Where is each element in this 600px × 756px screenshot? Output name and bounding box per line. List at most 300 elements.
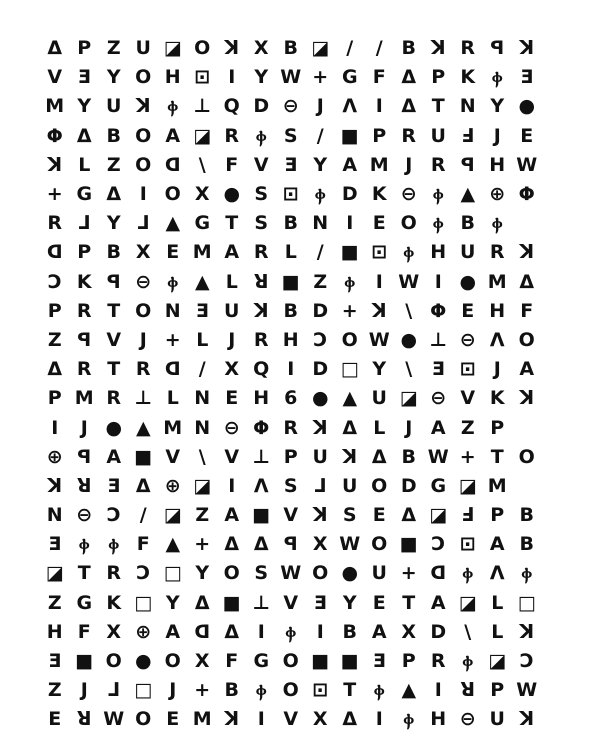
- cipher-symbol: Y: [342, 591, 357, 614]
- cipher-symbol: ●: [400, 328, 418, 351]
- cipher-symbol: Ǝ: [313, 591, 327, 614]
- cipher-symbol: Ǝ: [107, 474, 121, 497]
- cipher-symbol: Ǝ: [284, 153, 298, 176]
- cipher-symbol: Ↄ: [47, 270, 62, 293]
- cipher-symbol: T: [107, 299, 121, 322]
- cipher-symbol: ⊖: [76, 504, 93, 527]
- cipher-symbol: N: [194, 387, 211, 410]
- cipher-symbol: U: [135, 37, 151, 60]
- cipher-symbol: Δ: [519, 270, 535, 293]
- cipher-symbol: T: [225, 212, 239, 235]
- cipher-symbol: O: [282, 650, 299, 673]
- cipher-symbol: ■: [399, 533, 418, 556]
- cipher-symbol: ■: [340, 124, 359, 147]
- cipher-symbol: □: [517, 591, 536, 614]
- cipher-symbol: K: [460, 66, 476, 89]
- cipher-symbol: H: [46, 620, 63, 643]
- cipher-symbol: ●: [311, 387, 329, 410]
- cipher-symbol: ⊖: [135, 270, 152, 293]
- cipher-symbol: ▲: [135, 416, 151, 439]
- cipher-symbol: H: [282, 328, 299, 351]
- cipher-symbol: ⊕: [164, 474, 181, 497]
- cipher-symbol: L: [196, 328, 209, 351]
- cipher-symbol: ◪: [399, 387, 418, 410]
- cipher-symbol: O: [223, 562, 240, 585]
- cipher-symbol: W: [368, 328, 390, 351]
- cipher-symbol: G: [341, 66, 358, 89]
- cipher-symbol: O: [105, 650, 122, 673]
- cipher-symbol: X: [401, 620, 417, 643]
- cipher-symbol: M: [192, 708, 212, 731]
- cipher-symbol: [512, 413, 542, 442]
- cipher-symbol: I: [316, 620, 324, 643]
- cipher-symbol: K: [106, 591, 122, 614]
- cipher-symbol: ⊕: [46, 445, 63, 468]
- cipher-symbol: Z: [106, 37, 121, 60]
- cipher-symbol: E: [372, 504, 386, 527]
- cipher-symbol: Δ: [194, 591, 210, 614]
- cipher-symbol: T: [77, 562, 91, 585]
- cipher-symbol: N: [164, 299, 181, 322]
- cipher-symbol: Z: [47, 328, 62, 351]
- cipher-symbol: I: [287, 358, 295, 381]
- cipher-symbol: R: [253, 328, 269, 351]
- cipher-symbol: +: [312, 66, 329, 89]
- cipher-symbol: W: [339, 533, 361, 556]
- cipher-symbol: ⲫ: [403, 241, 414, 264]
- cipher-symbol: ꓘ: [135, 95, 151, 118]
- cipher-symbol: ⲫ: [462, 562, 473, 585]
- cipher-symbol: W: [280, 562, 302, 585]
- cipher-symbol: Φ: [253, 416, 270, 439]
- cipher-symbol: \: [198, 445, 206, 468]
- cipher-symbol: E: [372, 591, 386, 614]
- cipher-symbol: E: [225, 387, 239, 410]
- cipher-symbol: O: [312, 562, 329, 585]
- cipher-symbol: R: [283, 416, 299, 439]
- cipher-symbol: A: [224, 241, 240, 264]
- cipher-symbol: F: [77, 620, 91, 643]
- cipher-symbol: D: [400, 474, 417, 497]
- cipher-symbol: ⊥: [429, 328, 447, 351]
- cipher-symbol: I: [257, 708, 265, 731]
- cipher-symbol: +: [194, 679, 211, 702]
- cipher-symbol: ⅃: [137, 212, 150, 235]
- cipher-symbol: Ↄ: [519, 650, 534, 673]
- cipher-symbol: M: [163, 416, 183, 439]
- cipher-symbol: Λ: [253, 474, 269, 497]
- cipher-symbol: Δ: [342, 416, 358, 439]
- cipher-symbol: Δ: [47, 358, 63, 381]
- cipher-symbol: W: [398, 270, 420, 293]
- cipher-symbol: T: [490, 445, 504, 468]
- cipher-symbol: M: [487, 270, 507, 293]
- cipher-symbol: J: [139, 328, 147, 351]
- cipher-symbol: A: [342, 153, 358, 176]
- cipher-symbol: Y: [106, 66, 121, 89]
- cipher-symbol: B: [224, 679, 239, 702]
- cipher-symbol: D: [253, 95, 270, 118]
- cipher-symbol: +: [164, 328, 181, 351]
- cipher-symbol: Δ: [224, 533, 240, 556]
- cipher-symbol: ꓤ: [76, 708, 92, 731]
- cipher-symbol: ᗡ: [430, 562, 447, 585]
- cipher-symbol: Y: [165, 591, 180, 614]
- cipher-symbol: N: [194, 416, 211, 439]
- cipher-symbol: ▲: [165, 533, 181, 556]
- cipher-symbol: Δ: [401, 504, 417, 527]
- cipher-symbol: I: [257, 620, 265, 643]
- cipher-symbol: +: [194, 533, 211, 556]
- cipher-symbol: ●: [518, 95, 536, 118]
- cipher-symbol: ⊥: [252, 591, 270, 614]
- cipher-symbol: X: [312, 533, 328, 556]
- cipher-symbol: V: [106, 328, 122, 351]
- cipher-symbol: P: [47, 299, 62, 322]
- cipher-symbol: P: [372, 124, 387, 147]
- cipher-symbol: A: [165, 620, 181, 643]
- cipher-symbol: T: [402, 591, 416, 614]
- cipher-symbol: □: [134, 679, 153, 702]
- cipher-symbol: ◪: [193, 124, 212, 147]
- cipher-symbol: D: [430, 620, 447, 643]
- cipher-symbol: ⲫ: [462, 650, 473, 673]
- cipher-symbol: M: [487, 474, 507, 497]
- cipher-symbol: W: [427, 445, 449, 468]
- cipher-symbol: A: [430, 416, 446, 439]
- cipher-symbol: A: [519, 358, 535, 381]
- cipher-symbol: M: [192, 241, 212, 264]
- cipher-symbol: O: [135, 153, 152, 176]
- cipher-symbol: N: [459, 95, 476, 118]
- cipher-symbol: ◪: [163, 37, 182, 60]
- cipher-symbol: ꓘ: [253, 299, 269, 322]
- cipher-symbol: X: [194, 650, 210, 673]
- cipher-symbol: Ǝ: [77, 66, 91, 89]
- cipher-symbol: B: [283, 299, 298, 322]
- cipher-symbol: U: [371, 387, 387, 410]
- cipher-symbol: U: [489, 708, 505, 731]
- cipher-symbol: Ǝ: [372, 650, 386, 673]
- cipher-symbol: R: [224, 124, 240, 147]
- cipher-symbol: Φ: [518, 183, 535, 206]
- cipher-symbol: L: [78, 153, 91, 176]
- cipher-symbol: Δ: [401, 95, 417, 118]
- cipher-symbol: A: [165, 124, 181, 147]
- cipher-symbol: R: [76, 299, 92, 322]
- cipher-symbol: ⅃: [107, 679, 120, 702]
- cipher-symbol: I: [375, 95, 383, 118]
- cipher-symbol: D: [312, 358, 329, 381]
- cipher-symbol: J: [316, 95, 324, 118]
- cipher-symbol: \: [464, 620, 472, 643]
- cipher-symbol: L: [284, 241, 297, 264]
- cipher-symbol: Δ: [401, 66, 417, 89]
- cipher-symbol: J: [169, 679, 177, 702]
- cipher-symbol: ꟼ: [77, 328, 92, 351]
- cipher-symbol: ⊖: [223, 416, 240, 439]
- cipher-symbol: J: [493, 124, 501, 147]
- cipher-symbol: O: [400, 212, 417, 235]
- cipher-symbol: ⊖: [400, 183, 417, 206]
- cipher-symbol: R: [106, 562, 122, 585]
- cipher-symbol: P: [490, 504, 505, 527]
- cipher-symbol: S: [283, 124, 298, 147]
- cipher-symbol: R: [76, 358, 92, 381]
- cipher-symbol: ■: [311, 650, 330, 673]
- cipher-symbol: ◪: [458, 591, 477, 614]
- cipher-symbol: V: [283, 708, 299, 731]
- cipher-symbol: E: [461, 299, 475, 322]
- cipher-symbol: Δ: [135, 474, 151, 497]
- cipher-symbol: ꓘ: [519, 620, 535, 643]
- cipher-symbol: O: [135, 299, 152, 322]
- cipher-symbol: ꓘ: [224, 708, 240, 731]
- cipher-symbol: Ǝ: [431, 358, 445, 381]
- cipher-symbol: Y: [254, 66, 269, 89]
- cipher-symbol: B: [460, 212, 475, 235]
- cipher-symbol: /: [316, 241, 324, 264]
- cipher-symbol: Z: [106, 153, 121, 176]
- cipher-symbol: ■: [134, 445, 153, 468]
- cipher-symbol: □: [163, 562, 182, 585]
- cipher-symbol: ꓘ: [312, 504, 328, 527]
- cipher-symbol: ꓘ: [430, 37, 446, 60]
- cipher-symbol: J: [493, 358, 501, 381]
- cipher-symbol: B: [401, 37, 416, 60]
- cipher-symbol: P: [77, 241, 92, 264]
- cipher-symbol: /: [139, 504, 147, 527]
- cipher-symbol: E: [372, 212, 386, 235]
- cipher-symbol: O: [164, 183, 181, 206]
- cipher-symbol: V: [224, 445, 240, 468]
- cipher-symbol: +: [341, 299, 358, 322]
- cipher-symbol: U: [106, 95, 122, 118]
- cipher-symbol: B: [342, 620, 357, 643]
- cipher-symbol: ⊖: [459, 328, 476, 351]
- cipher-symbol: T: [431, 95, 445, 118]
- cipher-symbol: Ↄ: [136, 562, 151, 585]
- cipher-symbol: ⲫ: [79, 533, 90, 556]
- cipher-symbol: B: [106, 124, 121, 147]
- cipher-symbol: T: [107, 358, 121, 381]
- cipher-symbol: Δ: [342, 708, 358, 731]
- cipher-symbol: P: [77, 37, 92, 60]
- cipher-symbol: Δ: [76, 124, 92, 147]
- cipher-symbol: ◪: [163, 504, 182, 527]
- cipher-symbol: ꟼ: [106, 270, 121, 293]
- cipher-symbol: J: [405, 153, 413, 176]
- cipher-symbol: X: [224, 358, 240, 381]
- cipher-symbol: Z: [460, 416, 475, 439]
- cipher-symbol: ⲫ: [492, 66, 503, 89]
- cipher-symbol: J: [405, 416, 413, 439]
- cipher-symbol: P: [490, 679, 505, 702]
- cipher-symbol: ꓤ: [76, 474, 92, 497]
- cipher-symbol: H: [430, 708, 447, 731]
- cipher-symbol: N: [46, 504, 63, 527]
- cipher-symbol: Δ: [224, 620, 240, 643]
- cipher-symbol: O: [135, 708, 152, 731]
- cipher-symbol: V: [283, 591, 299, 614]
- cipher-symbol: L: [491, 620, 504, 643]
- cipher-symbol: ꓘ: [312, 416, 328, 439]
- cipher-symbol: X: [194, 183, 210, 206]
- cipher-symbol: ⲫ: [433, 183, 444, 206]
- cipher-symbol: G: [76, 591, 93, 614]
- cipher-symbol: M: [74, 387, 94, 410]
- cipher-symbol: Ǝ: [48, 650, 62, 673]
- cipher-symbol: O: [164, 650, 181, 673]
- cipher-symbol: L: [166, 387, 179, 410]
- cipher-symbol: ▲: [165, 212, 181, 235]
- cipher-symbol: /: [346, 37, 354, 60]
- cipher-symbol: +: [400, 562, 417, 585]
- cipher-symbol: F: [136, 533, 150, 556]
- cipher-symbol: Δ: [106, 183, 122, 206]
- cipher-symbol: H: [489, 299, 506, 322]
- cipher-symbol: Y: [313, 153, 328, 176]
- cipher-symbol: K: [371, 183, 387, 206]
- cipher-symbol: ●: [459, 270, 477, 293]
- cipher-symbol: ꓤ: [253, 270, 269, 293]
- cipher-symbol: O: [518, 445, 535, 468]
- cipher-symbol: ◪: [488, 650, 507, 673]
- cipher-symbol: +: [459, 445, 476, 468]
- cipher-symbol: K: [489, 387, 505, 410]
- cipher-symbol: O: [371, 474, 388, 497]
- cipher-symbol: ꓘ: [342, 445, 358, 468]
- cipher-symbol: R: [460, 37, 476, 60]
- cipher-symbol: P: [47, 387, 62, 410]
- cipher-symbol: ꟼ: [283, 533, 298, 556]
- cipher-symbol: L: [373, 416, 386, 439]
- cipher-symbol: Ǝ: [520, 66, 534, 89]
- cipher-symbol: ■: [252, 504, 271, 527]
- cipher-symbol: E: [166, 708, 180, 731]
- cipher-symbol: Δ: [47, 37, 63, 60]
- cipher-symbol: ⊡: [312, 679, 329, 702]
- cipher-symbol: J: [80, 679, 88, 702]
- cipher-symbol: S: [254, 183, 269, 206]
- cipher-symbol: \: [198, 153, 206, 176]
- cipher-symbol: ■: [340, 241, 359, 264]
- cipher-symbol: M: [369, 153, 389, 176]
- cipher-symbol: B: [283, 37, 298, 60]
- cipher-symbol: X: [135, 241, 151, 264]
- cipher-symbol: U: [371, 562, 387, 585]
- cipher-symbol: S: [254, 212, 269, 235]
- cipher-symbol: F: [520, 299, 534, 322]
- cipher-symbol: L: [491, 591, 504, 614]
- cipher-symbol: U: [430, 124, 446, 147]
- cipher-symbol: ⲫ: [492, 212, 503, 235]
- cipher-symbol: A: [106, 445, 122, 468]
- cipher-symbol: W: [516, 679, 538, 702]
- cipher-symbol: Z: [47, 679, 62, 702]
- cipher-symbol: Λ: [489, 328, 505, 351]
- cipher-symbol: L: [225, 270, 238, 293]
- cipher-symbol: W: [103, 708, 125, 731]
- cipher-symbol: Y: [195, 562, 210, 585]
- cipher-symbol: O: [518, 328, 535, 351]
- cipher-symbol: E: [48, 708, 62, 731]
- cipher-symbol: ⅃: [314, 474, 327, 497]
- cipher-symbol: Λ: [489, 562, 505, 585]
- cipher-symbol: F: [225, 153, 239, 176]
- cipher-symbol: [512, 472, 542, 501]
- cipher-symbol: U: [342, 474, 358, 497]
- cipher-symbol: Q: [223, 95, 240, 118]
- cipher-symbol: ꓘ: [519, 37, 535, 60]
- cipher-symbol: ▲: [401, 679, 417, 702]
- cipher-symbol: Ↄ: [313, 328, 328, 351]
- cipher-symbol: A: [489, 533, 505, 556]
- cipher-symbol: O: [135, 124, 152, 147]
- cipher-symbol: T: [343, 679, 357, 702]
- cipher-symbol: S: [342, 504, 357, 527]
- cipher-symbol: E: [166, 241, 180, 264]
- cipher-symbol: ꓘ: [519, 241, 535, 264]
- cipher-symbol: □: [134, 591, 153, 614]
- cipher-symbol: Z: [313, 270, 328, 293]
- cipher-symbol: R: [430, 650, 446, 673]
- cipher-symbol: ᗡ: [194, 620, 211, 643]
- cipher-symbol: H: [430, 241, 447, 264]
- cipher-symbol: Q: [253, 358, 270, 381]
- cipher-symbol: ⊖: [459, 708, 476, 731]
- cipher-symbol: Ↄ: [431, 533, 446, 556]
- cipher-symbol: ꓘ: [371, 299, 387, 322]
- cipher-symbol: I: [139, 183, 147, 206]
- cipher-symbol: \: [405, 358, 413, 381]
- cipher-symbol: +: [46, 183, 63, 206]
- cipher-symbol: R: [489, 241, 505, 264]
- cipher-symbol: ⊥: [193, 95, 211, 118]
- cipher-symbol: ᗡ: [164, 153, 181, 176]
- cipher-symbol: ⲫ: [256, 679, 267, 702]
- cipher-symbol: ⊡: [371, 241, 388, 264]
- cipher-symbol: P: [283, 445, 298, 468]
- cipher-symbol: ⲫ: [108, 533, 119, 556]
- cipher-symbol: ꓘ: [47, 153, 63, 176]
- cipher-symbol: ⊥: [252, 445, 270, 468]
- cipher-symbol: I: [228, 66, 236, 89]
- cipher-symbol: I: [51, 416, 59, 439]
- cipher-symbol: Φ: [430, 299, 447, 322]
- cipher-symbol: D: [341, 183, 358, 206]
- cipher-symbol: I: [375, 708, 383, 731]
- cipher-symbol: Y: [372, 358, 387, 381]
- cipher-symbol: ⲫ: [403, 708, 414, 731]
- cipher-symbol: I: [346, 212, 354, 235]
- cipher-symbol: E: [520, 124, 534, 147]
- cipher-symbol: ⲫ: [374, 679, 385, 702]
- cipher-symbol: Y: [106, 212, 121, 235]
- cipher-symbol: X: [253, 37, 269, 60]
- cipher-symbol: D: [312, 299, 329, 322]
- cipher-symbol: U: [460, 241, 476, 264]
- cipher-symbol: ▲: [460, 183, 476, 206]
- cipher-symbol: S: [283, 474, 298, 497]
- cipher-symbol: B: [401, 445, 416, 468]
- cipher-symbol: ꟼ: [490, 37, 505, 60]
- cipher-symbol: B: [519, 533, 534, 556]
- cipher-symbol: ꓘ: [519, 708, 535, 731]
- cipher-symbol: ⊡: [459, 533, 476, 556]
- cipher-symbol: ⊖: [430, 387, 447, 410]
- cipher-symbol: ◪: [45, 562, 64, 585]
